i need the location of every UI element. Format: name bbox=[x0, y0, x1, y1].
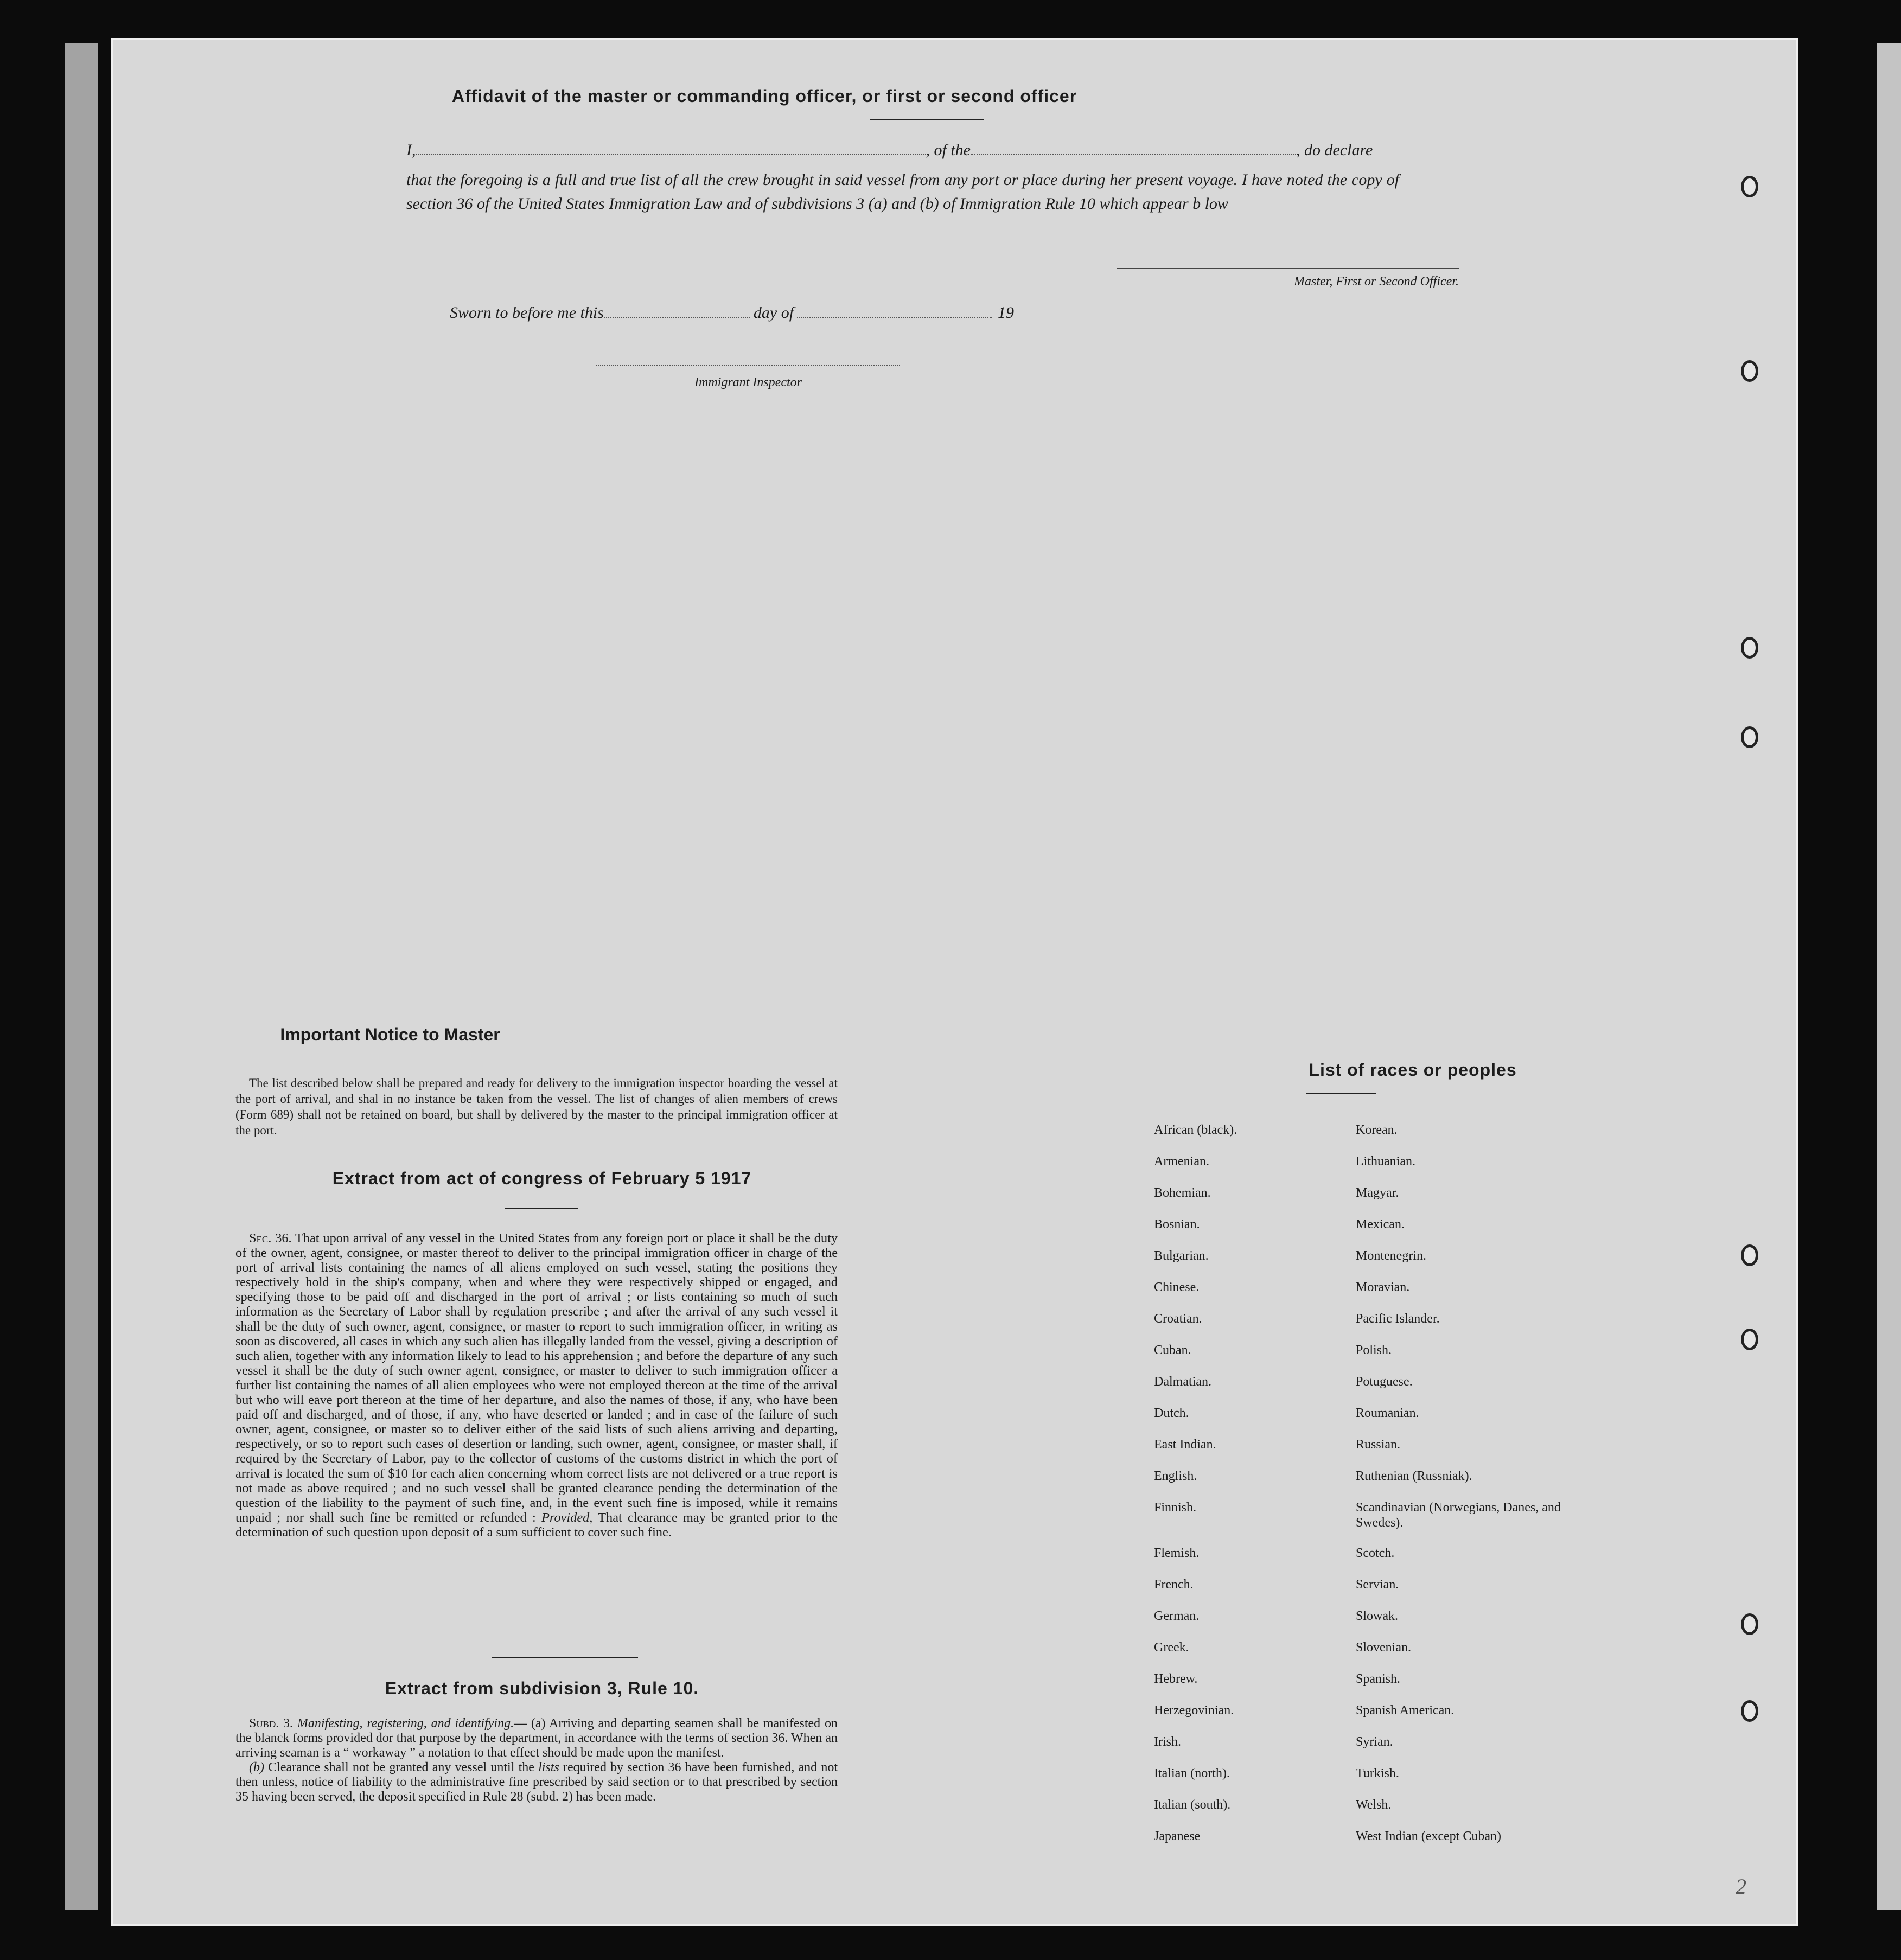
title-rule bbox=[1306, 1093, 1376, 1094]
para-b-lists: lists bbox=[538, 1760, 559, 1774]
race-item: Polish. bbox=[1356, 1343, 1392, 1357]
race-item: West Indian (except Cuban) bbox=[1356, 1829, 1501, 1843]
race-item: Pacific Islander. bbox=[1356, 1312, 1440, 1326]
affidavit-body: that the foregoing is a full and true list of all the crew brought in said vessel from any port or place during her present voyage. I have noted the copy of section 36 of the United States Immigration Law and of subdivisions 3 (a) and (b) of Immigration Rule 10 which appear b low bbox=[406, 171, 1399, 213]
race-item: German. bbox=[1154, 1609, 1200, 1623]
race-item: Mexican. bbox=[1356, 1217, 1405, 1231]
title-rule bbox=[870, 119, 984, 120]
race-item: Scotch. bbox=[1356, 1546, 1395, 1560]
race-item: Dutch. bbox=[1154, 1406, 1189, 1420]
race-item: Herzegovinian. bbox=[1154, 1703, 1234, 1718]
subd-heading: Manifesting, registering, and identifying. bbox=[297, 1716, 514, 1731]
race-item: Spanish American. bbox=[1356, 1703, 1455, 1718]
races-column-2 bbox=[1356, 1122, 1594, 1860]
race-item: Russian. bbox=[1356, 1438, 1401, 1452]
vessel-name-blank bbox=[971, 139, 1296, 155]
margin-note: 2 bbox=[1736, 1874, 1746, 1899]
race-item: East Indian. bbox=[1154, 1438, 1216, 1452]
race-item: Ruthenian (Russniak). bbox=[1356, 1469, 1472, 1483]
race-item: Scandinavian (Norwegians, Danes, and Swedes). bbox=[1356, 1501, 1561, 1530]
races-title: List of races or peoples bbox=[1309, 1060, 1517, 1080]
race-item: Slowak. bbox=[1356, 1609, 1398, 1623]
para-b-part2: required by section 36 have been furnished, and not then unless, notice of liability to the administrative fine prescribed by said section or to that prescribed by section 35 having been served, the deposit specified in Rule 28 (subd. 2) has been made. bbox=[235, 1760, 838, 1804]
sworn-line bbox=[450, 302, 1014, 322]
race-item: Armenian. bbox=[1154, 1154, 1209, 1169]
binding-hole bbox=[1741, 176, 1758, 197]
race-item: Servian. bbox=[1356, 1578, 1399, 1592]
race-item: Slovenian. bbox=[1356, 1640, 1411, 1655]
para-b-part1: Clearance shall not be granted any vessel until the bbox=[268, 1760, 534, 1774]
race-item: Italian (south). bbox=[1154, 1798, 1231, 1812]
races-column-1 bbox=[1154, 1122, 1344, 1860]
adjacent-page-edge-left bbox=[65, 43, 98, 1910]
race-item: Lithuanian. bbox=[1356, 1154, 1415, 1169]
race-item: Bohemian. bbox=[1154, 1186, 1211, 1200]
sworn-day-of: day of bbox=[753, 304, 794, 322]
race-item: Syrian. bbox=[1356, 1735, 1393, 1749]
binding-hole bbox=[1741, 1613, 1758, 1635]
sworn-day-blank bbox=[604, 302, 750, 318]
para-a: — (a) Arriving and departing seamen shall be manifested on the blanck forms provided dor that purpose by the department, in accordance with the terms of section 36. When an arriving seaman is a “ workaway ” a notation to that effect should be made upon the manifest. bbox=[235, 1716, 838, 1760]
race-item: Magyar. bbox=[1356, 1186, 1399, 1200]
race-item: Bulgarian. bbox=[1154, 1249, 1209, 1263]
affidavit-declaration-line bbox=[406, 139, 1399, 159]
race-item: Dalmatian. bbox=[1154, 1375, 1211, 1389]
race-item: Croatian. bbox=[1154, 1312, 1202, 1326]
race-item: Greek. bbox=[1154, 1640, 1189, 1655]
para-b-label: (b) bbox=[249, 1760, 264, 1774]
section-body: That upon arrival of any vessel in the United States from any foreign port or place it shall be the duty of the owner, agent, consignee, or master thereof to deliver to the principal immigration officer in charge of the port of arrival lists containing the names of all aliens employed on such vessel, stating the positions they respectively hold in the ship's company, when and where they were respectively shipped or engaged, and specifying those to be paid off and discharged in the port of arrival ; or lists containing so much of such information as the Secretary of Labor shall by regulation prescribe ; and after the arrival of any such vessel it shall be the duty of such owner, agent, consignee, or master to report to such immigration officer, in writing as soon as discovered, all cases in which any such alien has illegally landed from the vessel, giving a description of such alien, together with any information likely to lead to his apprehension ; and before the departure of any such vessel it shall be the duty of such owner agent, consignee, or master to deliver to such immigration officer a further list containing the names of all alien employees who were not employed thereon at the time of the arrival but who will eave port thereon at the time of her departure, and also the names of those, if any, who have been paid off and discharged, and of those, if any, who have deserted or landed ; and in case of the failure of such owner, agent, consignee, or master so to deliver either of the said lists of such aliens arriving and departing, respectively, or so to report such cases of desertion or landing, such owner, agent, consignee, or master shall, if required by the Secretary of Labor, pay to the collector of customs of the customs district in which the port of arrival is located the sum of $10 for each alien concerning whom correct lists are not delivered or a true report is not made as above required ; and no such vessel shall be granted clearance pending the determination of the question of the liability to the payment of such fine, and, in the event such fine is imposed, while it remains unpaid ; nor shall such fine be remitted or refunded : bbox=[235, 1231, 838, 1525]
race-item: Roumanian. bbox=[1356, 1406, 1419, 1420]
subd-label: Subd. 3. bbox=[249, 1716, 294, 1731]
race-item: Bosnian. bbox=[1154, 1217, 1200, 1231]
race-item: Finnish. bbox=[1154, 1501, 1197, 1515]
inspector-signature-line bbox=[596, 365, 900, 366]
binding-hole bbox=[1741, 637, 1758, 659]
section-body-end: That clearance may be granted prior to the determination of such question upon deposit of a sum sufficient to cover such fine. bbox=[235, 1510, 838, 1540]
signature-line bbox=[1117, 268, 1459, 269]
race-item: Turkish. bbox=[1356, 1766, 1399, 1780]
notice-title: Important Notice to Master bbox=[280, 1025, 500, 1044]
provided-label: Provided, bbox=[541, 1510, 593, 1525]
race-item: Korean. bbox=[1356, 1123, 1398, 1137]
binding-hole bbox=[1741, 1329, 1758, 1350]
race-item: Flemish. bbox=[1154, 1546, 1200, 1560]
adjacent-page-edge-right bbox=[1877, 43, 1901, 1910]
binding-hole bbox=[1741, 360, 1758, 382]
sworn-prefix: Sworn to before me this bbox=[450, 304, 604, 322]
declarant-name-blank bbox=[416, 139, 926, 155]
race-item: Moravian. bbox=[1356, 1280, 1410, 1294]
race-item: Chinese. bbox=[1154, 1280, 1200, 1294]
race-item: African (black). bbox=[1154, 1123, 1237, 1137]
race-item: Irish. bbox=[1154, 1735, 1181, 1749]
binding-hole bbox=[1741, 1700, 1758, 1722]
title-rule bbox=[505, 1208, 578, 1209]
race-item: Montenegrin. bbox=[1356, 1249, 1426, 1263]
binding-hole bbox=[1741, 726, 1758, 748]
race-item: Spanish. bbox=[1356, 1672, 1401, 1686]
sworn-year: 19 bbox=[998, 304, 1015, 322]
rule-extract-title: Extract from subdivision 3, Rule 10. bbox=[385, 1678, 699, 1698]
race-item: Potuguese. bbox=[1356, 1375, 1413, 1389]
race-item: English. bbox=[1154, 1469, 1197, 1483]
declarant-prefix: I, bbox=[406, 141, 416, 159]
race-item: Japanese bbox=[1154, 1829, 1201, 1843]
act-extract-title: Extract from act of congress of February 5 1917 bbox=[332, 1169, 752, 1188]
signature-label: Master, First or Second Officer. bbox=[1294, 274, 1459, 289]
manifest-page bbox=[111, 38, 1798, 1926]
declare-suffix: , do declare bbox=[1296, 141, 1373, 159]
race-item: Welsh. bbox=[1356, 1798, 1392, 1812]
race-item: Cuban. bbox=[1154, 1343, 1191, 1357]
notice-text: The list described below shall be prepared and ready for delivery to the immigration inspector boarding the vessel at the port of arrival, and shal in no instance be taken from the vessel. The list of changes of alien members of crews (Form 689) shall not be retained on board, but shall by delivered by the master to the principal immigration officer at the port. bbox=[235, 1076, 838, 1137]
race-item: French. bbox=[1154, 1578, 1194, 1592]
rule-10-text bbox=[235, 1716, 838, 1804]
affidavit-title: Affidavit of the master or commanding officer, or first or second officer bbox=[451, 86, 1077, 106]
section-36-text bbox=[235, 1231, 838, 1540]
section-divider bbox=[492, 1657, 638, 1658]
section-label: Sec. 36. bbox=[249, 1231, 292, 1246]
binding-hole bbox=[1741, 1244, 1758, 1266]
race-item: Italian (north). bbox=[1154, 1766, 1230, 1780]
race-item: Hebrew. bbox=[1154, 1672, 1198, 1686]
vessel-prefix: , of the bbox=[926, 141, 971, 159]
sworn-month-blank bbox=[797, 302, 992, 318]
inspector-label: Immigrant Inspector bbox=[694, 375, 802, 390]
